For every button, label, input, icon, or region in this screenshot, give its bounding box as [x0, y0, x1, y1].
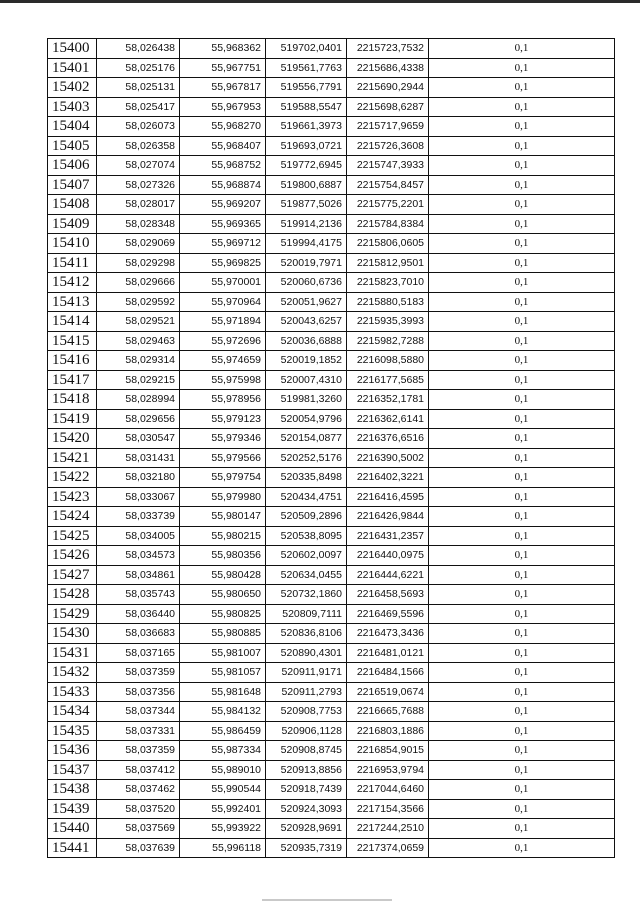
x-coordinate-cell: 519981,3260 — [266, 390, 347, 410]
x-coordinate-cell: 520908,8745 — [266, 741, 347, 761]
latitude-cell: 58,037344 — [97, 702, 180, 722]
y-coordinate-cell: 2215982,7288 — [347, 331, 429, 351]
point-number-cell: 15417 — [48, 370, 97, 390]
longitude-cell: 55,992401 — [180, 799, 266, 819]
point-number-cell: 15423 — [48, 487, 97, 507]
table-row — [48, 585, 615, 605]
latitude-cell: 58,034573 — [97, 546, 180, 566]
latitude-cell: 58,027074 — [97, 156, 180, 176]
x-coordinate-cell: 520036,6888 — [266, 331, 347, 351]
point-number-cell: 15414 — [48, 312, 97, 332]
x-coordinate-cell: 520836,8106 — [266, 624, 347, 644]
table-row — [48, 604, 615, 624]
latitude-cell: 58,028017 — [97, 195, 180, 215]
y-coordinate-cell: 2216352,1781 — [347, 390, 429, 410]
table-row — [48, 468, 615, 488]
table-row — [48, 565, 615, 585]
point-number-cell: 15432 — [48, 663, 97, 683]
table-row — [48, 351, 615, 371]
x-coordinate-cell: 519661,3973 — [266, 117, 347, 137]
longitude-cell: 55,979346 — [180, 429, 266, 449]
latitude-cell: 58,029463 — [97, 331, 180, 351]
latitude-cell: 58,037331 — [97, 721, 180, 741]
latitude-cell: 58,029656 — [97, 409, 180, 429]
x-coordinate-cell: 519877,5026 — [266, 195, 347, 215]
table-row — [48, 643, 615, 663]
table-row — [48, 702, 615, 722]
x-coordinate-cell: 520908,7753 — [266, 702, 347, 722]
x-coordinate-cell: 520538,8095 — [266, 526, 347, 546]
y-coordinate-cell: 2217374,0659 — [347, 838, 429, 858]
point-number-cell: 15440 — [48, 819, 97, 839]
y-coordinate-cell: 2216444,6221 — [347, 565, 429, 585]
table-row — [48, 78, 615, 98]
point-number-cell: 15401 — [48, 58, 97, 78]
latitude-cell: 58,034861 — [97, 565, 180, 585]
point-number-cell: 15431 — [48, 643, 97, 663]
table-row — [48, 39, 615, 59]
x-coordinate-cell: 520928,9691 — [266, 819, 347, 839]
table-row — [48, 273, 615, 293]
accuracy-cell: 0,1 — [429, 624, 615, 644]
latitude-cell: 58,029314 — [97, 351, 180, 371]
longitude-cell: 55,974659 — [180, 351, 266, 371]
point-number-cell: 15434 — [48, 702, 97, 722]
point-number-cell: 15407 — [48, 175, 97, 195]
y-coordinate-cell: 2216458,5693 — [347, 585, 429, 605]
y-coordinate-cell: 2215823,7010 — [347, 273, 429, 293]
accuracy-cell: 0,1 — [429, 136, 615, 156]
y-coordinate-cell: 2216665,7688 — [347, 702, 429, 722]
table-row — [48, 331, 615, 351]
latitude-cell: 58,037520 — [97, 799, 180, 819]
y-coordinate-cell: 2217044,6460 — [347, 780, 429, 800]
x-coordinate-cell: 520634,0455 — [266, 565, 347, 585]
x-coordinate-cell: 520911,9171 — [266, 663, 347, 683]
point-number-cell: 15435 — [48, 721, 97, 741]
latitude-cell: 58,037569 — [97, 819, 180, 839]
point-number-cell: 15412 — [48, 273, 97, 293]
x-coordinate-cell: 520335,8498 — [266, 468, 347, 488]
y-coordinate-cell: 2216390,5002 — [347, 448, 429, 468]
latitude-cell: 58,037356 — [97, 682, 180, 702]
latitude-cell: 58,028348 — [97, 214, 180, 234]
y-coordinate-cell: 2216440,0975 — [347, 546, 429, 566]
longitude-cell: 55,980825 — [180, 604, 266, 624]
longitude-cell: 55,980147 — [180, 507, 266, 527]
table-row — [48, 214, 615, 234]
y-coordinate-cell: 2215775,2201 — [347, 195, 429, 215]
y-coordinate-cell: 2216431,2357 — [347, 526, 429, 546]
x-coordinate-cell: 520434,4751 — [266, 487, 347, 507]
longitude-cell: 55,990544 — [180, 780, 266, 800]
longitude-cell: 55,979980 — [180, 487, 266, 507]
longitude-cell: 55,969207 — [180, 195, 266, 215]
coordinates-table-body — [48, 39, 615, 858]
latitude-cell: 58,032180 — [97, 468, 180, 488]
longitude-cell: 55,969365 — [180, 214, 266, 234]
table-row — [48, 409, 615, 429]
x-coordinate-cell: 520918,7439 — [266, 780, 347, 800]
longitude-cell: 55,979754 — [180, 468, 266, 488]
longitude-cell: 55,979123 — [180, 409, 266, 429]
longitude-cell: 55,968362 — [180, 39, 266, 59]
accuracy-cell: 0,1 — [429, 156, 615, 176]
accuracy-cell: 0,1 — [429, 78, 615, 98]
latitude-cell: 58,029592 — [97, 292, 180, 312]
longitude-cell: 55,980356 — [180, 546, 266, 566]
point-number-cell: 15438 — [48, 780, 97, 800]
x-coordinate-cell: 519588,5547 — [266, 97, 347, 117]
table-row — [48, 117, 615, 137]
longitude-cell: 55,970001 — [180, 273, 266, 293]
point-number-cell: 15441 — [48, 838, 97, 858]
y-coordinate-cell: 2216177,5685 — [347, 370, 429, 390]
accuracy-cell: 0,1 — [429, 507, 615, 527]
accuracy-cell: 0,1 — [429, 702, 615, 722]
latitude-cell: 58,036440 — [97, 604, 180, 624]
latitude-cell: 58,035743 — [97, 585, 180, 605]
accuracy-cell: 0,1 — [429, 604, 615, 624]
y-coordinate-cell: 2215784,8384 — [347, 214, 429, 234]
table-row — [48, 799, 615, 819]
point-number-cell: 15416 — [48, 351, 97, 371]
point-number-cell: 15402 — [48, 78, 97, 98]
longitude-cell: 55,980650 — [180, 585, 266, 605]
point-number-cell: 15413 — [48, 292, 97, 312]
longitude-cell: 55,968752 — [180, 156, 266, 176]
y-coordinate-cell: 2215880,5183 — [347, 292, 429, 312]
x-coordinate-cell: 519994,4175 — [266, 234, 347, 254]
y-coordinate-cell: 2215812,9501 — [347, 253, 429, 273]
y-coordinate-cell: 2216484,1566 — [347, 663, 429, 683]
accuracy-cell: 0,1 — [429, 838, 615, 858]
x-coordinate-cell: 520019,1852 — [266, 351, 347, 371]
coordinates-table — [47, 38, 615, 858]
y-coordinate-cell: 2216376,6516 — [347, 429, 429, 449]
accuracy-cell: 0,1 — [429, 585, 615, 605]
y-coordinate-cell: 2215690,2944 — [347, 78, 429, 98]
y-coordinate-cell: 2215806,0605 — [347, 234, 429, 254]
y-coordinate-cell: 2216953,9794 — [347, 760, 429, 780]
point-number-cell: 15439 — [48, 799, 97, 819]
table-row — [48, 234, 615, 254]
longitude-cell: 55,980215 — [180, 526, 266, 546]
latitude-cell: 58,037165 — [97, 643, 180, 663]
longitude-cell: 55,981648 — [180, 682, 266, 702]
point-number-cell: 15418 — [48, 390, 97, 410]
latitude-cell: 58,028994 — [97, 390, 180, 410]
accuracy-cell: 0,1 — [429, 253, 615, 273]
latitude-cell: 58,031431 — [97, 448, 180, 468]
point-number-cell: 15422 — [48, 468, 97, 488]
y-coordinate-cell: 2217244,2510 — [347, 819, 429, 839]
y-coordinate-cell: 2215747,3933 — [347, 156, 429, 176]
point-number-cell: 15425 — [48, 526, 97, 546]
longitude-cell: 55,970964 — [180, 292, 266, 312]
accuracy-cell: 0,1 — [429, 780, 615, 800]
accuracy-cell: 0,1 — [429, 312, 615, 332]
point-number-cell: 15419 — [48, 409, 97, 429]
table-row — [48, 487, 615, 507]
latitude-cell: 58,025176 — [97, 58, 180, 78]
latitude-cell: 58,027326 — [97, 175, 180, 195]
point-number-cell: 15436 — [48, 741, 97, 761]
latitude-cell: 58,029215 — [97, 370, 180, 390]
latitude-cell: 58,029521 — [97, 312, 180, 332]
accuracy-cell: 0,1 — [429, 39, 615, 59]
table-row — [48, 136, 615, 156]
latitude-cell: 58,037359 — [97, 741, 180, 761]
x-coordinate-cell: 519693,0721 — [266, 136, 347, 156]
table-row — [48, 175, 615, 195]
longitude-cell: 55,967953 — [180, 97, 266, 117]
accuracy-cell: 0,1 — [429, 195, 615, 215]
accuracy-cell: 0,1 — [429, 721, 615, 741]
point-number-cell: 15410 — [48, 234, 97, 254]
point-number-cell: 15415 — [48, 331, 97, 351]
y-coordinate-cell: 2216854,9015 — [347, 741, 429, 761]
accuracy-cell: 0,1 — [429, 819, 615, 839]
point-number-cell: 15420 — [48, 429, 97, 449]
latitude-cell: 58,025417 — [97, 97, 180, 117]
y-coordinate-cell: 2215686,4338 — [347, 58, 429, 78]
x-coordinate-cell: 520809,7111 — [266, 604, 347, 624]
latitude-cell: 58,026438 — [97, 39, 180, 59]
y-coordinate-cell: 2216416,4595 — [347, 487, 429, 507]
table-row — [48, 624, 615, 644]
x-coordinate-cell: 519556,7791 — [266, 78, 347, 98]
longitude-cell: 55,980885 — [180, 624, 266, 644]
accuracy-cell: 0,1 — [429, 643, 615, 663]
y-coordinate-cell: 2216426,9844 — [347, 507, 429, 527]
latitude-cell: 58,026358 — [97, 136, 180, 156]
table-row — [48, 58, 615, 78]
y-coordinate-cell: 2216469,5596 — [347, 604, 429, 624]
point-number-cell: 15426 — [48, 546, 97, 566]
x-coordinate-cell: 520054,9796 — [266, 409, 347, 429]
point-number-cell: 15406 — [48, 156, 97, 176]
y-coordinate-cell: 2215935,3993 — [347, 312, 429, 332]
x-coordinate-cell: 519772,6945 — [266, 156, 347, 176]
x-coordinate-cell: 519702,0401 — [266, 39, 347, 59]
table-row — [48, 195, 615, 215]
scan-bottom-mark — [262, 899, 392, 901]
table-row — [48, 429, 615, 449]
latitude-cell: 58,037639 — [97, 838, 180, 858]
point-number-cell: 15428 — [48, 585, 97, 605]
accuracy-cell: 0,1 — [429, 234, 615, 254]
latitude-cell: 58,029666 — [97, 273, 180, 293]
y-coordinate-cell: 2215698,6287 — [347, 97, 429, 117]
point-number-cell: 15437 — [48, 760, 97, 780]
accuracy-cell: 0,1 — [429, 429, 615, 449]
x-coordinate-cell: 520060,6736 — [266, 273, 347, 293]
latitude-cell: 58,033739 — [97, 507, 180, 527]
point-number-cell: 15400 — [48, 39, 97, 59]
x-coordinate-cell: 520154,0877 — [266, 429, 347, 449]
x-coordinate-cell: 519914,2136 — [266, 214, 347, 234]
x-coordinate-cell: 520051,9627 — [266, 292, 347, 312]
table-row — [48, 292, 615, 312]
x-coordinate-cell: 520043,6257 — [266, 312, 347, 332]
x-coordinate-cell: 520509,2896 — [266, 507, 347, 527]
longitude-cell: 55,989010 — [180, 760, 266, 780]
longitude-cell: 55,984132 — [180, 702, 266, 722]
longitude-cell: 55,967751 — [180, 58, 266, 78]
longitude-cell: 55,969825 — [180, 253, 266, 273]
table-row — [48, 546, 615, 566]
table-row — [48, 663, 615, 683]
accuracy-cell: 0,1 — [429, 799, 615, 819]
y-coordinate-cell: 2216803,1886 — [347, 721, 429, 741]
latitude-cell: 58,025131 — [97, 78, 180, 98]
point-number-cell: 15427 — [48, 565, 97, 585]
document-page — [47, 38, 614, 858]
accuracy-cell: 0,1 — [429, 292, 615, 312]
latitude-cell: 58,036683 — [97, 624, 180, 644]
longitude-cell: 55,975998 — [180, 370, 266, 390]
longitude-cell: 55,978956 — [180, 390, 266, 410]
latitude-cell: 58,037412 — [97, 760, 180, 780]
y-coordinate-cell: 2215717,9659 — [347, 117, 429, 137]
table-row — [48, 682, 615, 702]
accuracy-cell: 0,1 — [429, 370, 615, 390]
x-coordinate-cell: 520602,0097 — [266, 546, 347, 566]
point-number-cell: 15409 — [48, 214, 97, 234]
x-coordinate-cell: 520007,4310 — [266, 370, 347, 390]
longitude-cell: 55,981007 — [180, 643, 266, 663]
accuracy-cell: 0,1 — [429, 331, 615, 351]
y-coordinate-cell: 2216481,0121 — [347, 643, 429, 663]
longitude-cell: 55,980428 — [180, 565, 266, 585]
point-number-cell: 15430 — [48, 624, 97, 644]
longitude-cell: 55,981057 — [180, 663, 266, 683]
latitude-cell: 58,033067 — [97, 487, 180, 507]
x-coordinate-cell: 520935,7319 — [266, 838, 347, 858]
accuracy-cell: 0,1 — [429, 409, 615, 429]
point-number-cell: 15421 — [48, 448, 97, 468]
table-row — [48, 819, 615, 839]
accuracy-cell: 0,1 — [429, 760, 615, 780]
x-coordinate-cell: 520732,1860 — [266, 585, 347, 605]
latitude-cell: 58,029069 — [97, 234, 180, 254]
longitude-cell: 55,968874 — [180, 175, 266, 195]
longitude-cell: 55,972696 — [180, 331, 266, 351]
x-coordinate-cell: 520019,7971 — [266, 253, 347, 273]
longitude-cell: 55,986459 — [180, 721, 266, 741]
longitude-cell: 55,968407 — [180, 136, 266, 156]
x-coordinate-cell: 520890,4301 — [266, 643, 347, 663]
latitude-cell: 58,026073 — [97, 117, 180, 137]
latitude-cell: 58,029298 — [97, 253, 180, 273]
point-number-cell: 15433 — [48, 682, 97, 702]
accuracy-cell: 0,1 — [429, 741, 615, 761]
longitude-cell: 55,967817 — [180, 78, 266, 98]
point-number-cell: 15408 — [48, 195, 97, 215]
longitude-cell: 55,987334 — [180, 741, 266, 761]
latitude-cell: 58,034005 — [97, 526, 180, 546]
accuracy-cell: 0,1 — [429, 175, 615, 195]
table-row — [48, 838, 615, 858]
table-row — [48, 507, 615, 527]
point-number-cell: 15405 — [48, 136, 97, 156]
x-coordinate-cell: 520913,8856 — [266, 760, 347, 780]
latitude-cell: 58,037359 — [97, 663, 180, 683]
accuracy-cell: 0,1 — [429, 546, 615, 566]
table-row — [48, 780, 615, 800]
accuracy-cell: 0,1 — [429, 663, 615, 683]
accuracy-cell: 0,1 — [429, 58, 615, 78]
latitude-cell: 58,030547 — [97, 429, 180, 449]
table-row — [48, 156, 615, 176]
point-number-cell: 15403 — [48, 97, 97, 117]
y-coordinate-cell: 2215754,8457 — [347, 175, 429, 195]
x-coordinate-cell: 520252,5176 — [266, 448, 347, 468]
accuracy-cell: 0,1 — [429, 214, 615, 234]
y-coordinate-cell: 2215726,3608 — [347, 136, 429, 156]
x-coordinate-cell: 520924,3093 — [266, 799, 347, 819]
longitude-cell: 55,971894 — [180, 312, 266, 332]
longitude-cell: 55,969712 — [180, 234, 266, 254]
point-number-cell: 15404 — [48, 117, 97, 137]
accuracy-cell: 0,1 — [429, 351, 615, 371]
table-row — [48, 97, 615, 117]
x-coordinate-cell: 519561,7763 — [266, 58, 347, 78]
accuracy-cell: 0,1 — [429, 273, 615, 293]
longitude-cell: 55,968270 — [180, 117, 266, 137]
y-coordinate-cell: 2216519,0674 — [347, 682, 429, 702]
y-coordinate-cell: 2216098,5880 — [347, 351, 429, 371]
accuracy-cell: 0,1 — [429, 448, 615, 468]
x-coordinate-cell: 519800,6887 — [266, 175, 347, 195]
y-coordinate-cell: 2217154,3566 — [347, 799, 429, 819]
accuracy-cell: 0,1 — [429, 565, 615, 585]
longitude-cell: 55,979566 — [180, 448, 266, 468]
accuracy-cell: 0,1 — [429, 682, 615, 702]
scan-top-edge — [0, 0, 640, 3]
longitude-cell: 55,993922 — [180, 819, 266, 839]
x-coordinate-cell: 520911,2793 — [266, 682, 347, 702]
table-row — [48, 253, 615, 273]
y-coordinate-cell: 2215723,7532 — [347, 39, 429, 59]
table-row — [48, 312, 615, 332]
accuracy-cell: 0,1 — [429, 468, 615, 488]
table-row — [48, 741, 615, 761]
y-coordinate-cell: 2216362,6141 — [347, 409, 429, 429]
point-number-cell: 15411 — [48, 253, 97, 273]
accuracy-cell: 0,1 — [429, 117, 615, 137]
table-row — [48, 370, 615, 390]
y-coordinate-cell: 2216473,3436 — [347, 624, 429, 644]
latitude-cell: 58,037462 — [97, 780, 180, 800]
accuracy-cell: 0,1 — [429, 487, 615, 507]
table-row — [48, 390, 615, 410]
table-row — [48, 526, 615, 546]
accuracy-cell: 0,1 — [429, 390, 615, 410]
longitude-cell: 55,996118 — [180, 838, 266, 858]
point-number-cell: 15429 — [48, 604, 97, 624]
point-number-cell: 15424 — [48, 507, 97, 527]
y-coordinate-cell: 2216402,3221 — [347, 468, 429, 488]
table-row — [48, 448, 615, 468]
table-row — [48, 760, 615, 780]
accuracy-cell: 0,1 — [429, 526, 615, 546]
x-coordinate-cell: 520906,1128 — [266, 721, 347, 741]
table-row — [48, 721, 615, 741]
accuracy-cell: 0,1 — [429, 97, 615, 117]
